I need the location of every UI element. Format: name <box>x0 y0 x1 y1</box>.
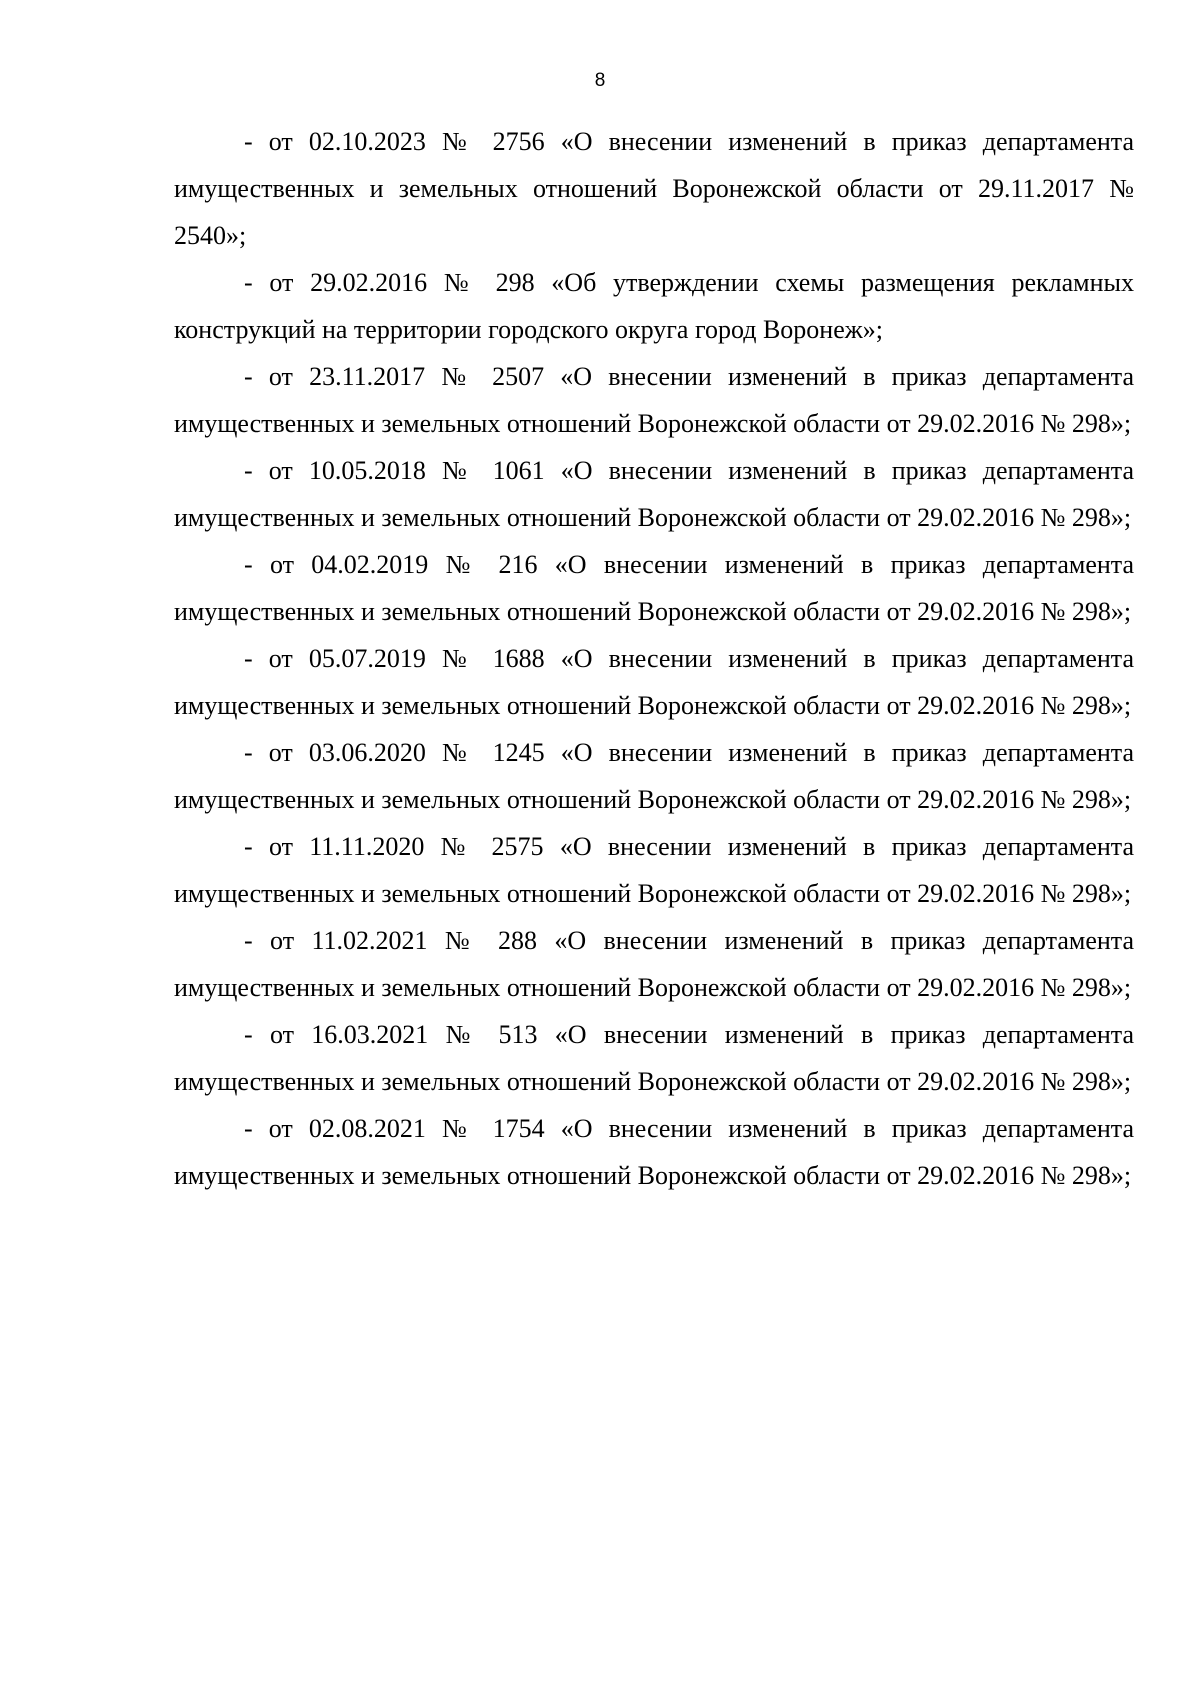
item-tail: № 298»; <box>1040 503 1132 532</box>
list-item <box>174 541 1134 635</box>
list-item <box>174 1105 1134 1199</box>
item-tail: № 298»; <box>1040 597 1132 626</box>
item-text: - от 04.02.2019 № 216 «О внесении изменений в приказ департамента имущественных и земельных отношений Воронежской области от 29.02.2016 <box>174 550 1134 626</box>
item-text: - от 02.10.2023 № 2756 «О внесении изменений в приказ департамента имущественных и земельных отношений Воронежской области от 29.11.2017 <box>174 127 1134 203</box>
item-text: - от 03.06.2020 № 1245 «О внесении изменений в приказ департамента имущественных и земельных отношений Воронежской области от 29.02.2016 <box>174 738 1134 814</box>
list-item <box>174 353 1134 447</box>
document-body <box>174 118 1134 1199</box>
item-tail: № 298»; <box>1040 879 1132 908</box>
list-item <box>174 1011 1134 1105</box>
item-text: - от 16.03.2021 № 513 «О внесении изменений в приказ департамента имущественных и земельных отношений Воронежской области от 29.02.2016 <box>174 1020 1134 1096</box>
list-item <box>174 729 1134 823</box>
list-item <box>174 118 1134 259</box>
item-tail: № 298»; <box>1040 409 1132 438</box>
list-item <box>174 823 1134 917</box>
item-tail: № 298»; <box>1040 785 1132 814</box>
item-text: - от 29.02.2016 № 298 «Об утверждении схемы размещения рекламных конструкций на территории городского округа город Воронеж»; <box>174 268 1134 344</box>
item-text: - от 10.05.2018 № 1061 «О внесении изменений в приказ департамента имущественных и земельных отношений Воронежской области от 29.02.2016 <box>174 456 1134 532</box>
item-text: - от 05.07.2019 № 1688 «О внесении изменений в приказ департамента имущественных и земельных отношений Воронежской области от 29.02.2016 <box>174 644 1134 720</box>
item-text: - от 23.11.2017 № 2507 «О внесении изменений в приказ департамента имущественных и земельных отношений Воронежской области от 29.02.2016 <box>174 362 1134 438</box>
item-text: - от 11.02.2021 № 288 «О внесении изменений в приказ департамента имущественных и земельных отношений Воронежской области от 29.02.2016 <box>174 926 1134 1002</box>
page-number: 8 <box>594 70 606 91</box>
item-text: - от 11.11.2020 № 2575 «О внесении изменений в приказ департамента имущественных и земельных отношений Воронежской области от 29.02.2016 <box>174 832 1134 908</box>
list-item <box>174 635 1134 729</box>
list-item <box>174 917 1134 1011</box>
list-item <box>174 447 1134 541</box>
item-tail: № 298»; <box>1040 1067 1132 1096</box>
item-tail: № 2540»; <box>174 174 1134 250</box>
list-item <box>174 259 1134 353</box>
item-tail: № 298»; <box>1040 973 1132 1002</box>
item-text: - от 02.08.2021 № 1754 «О внесении изменений в приказ департамента имущественных и земельных отношений Воронежской области от 29.02.2016 <box>174 1114 1134 1190</box>
item-tail: № 298»; <box>1040 691 1132 720</box>
item-tail: № 298»; <box>1040 1161 1132 1190</box>
